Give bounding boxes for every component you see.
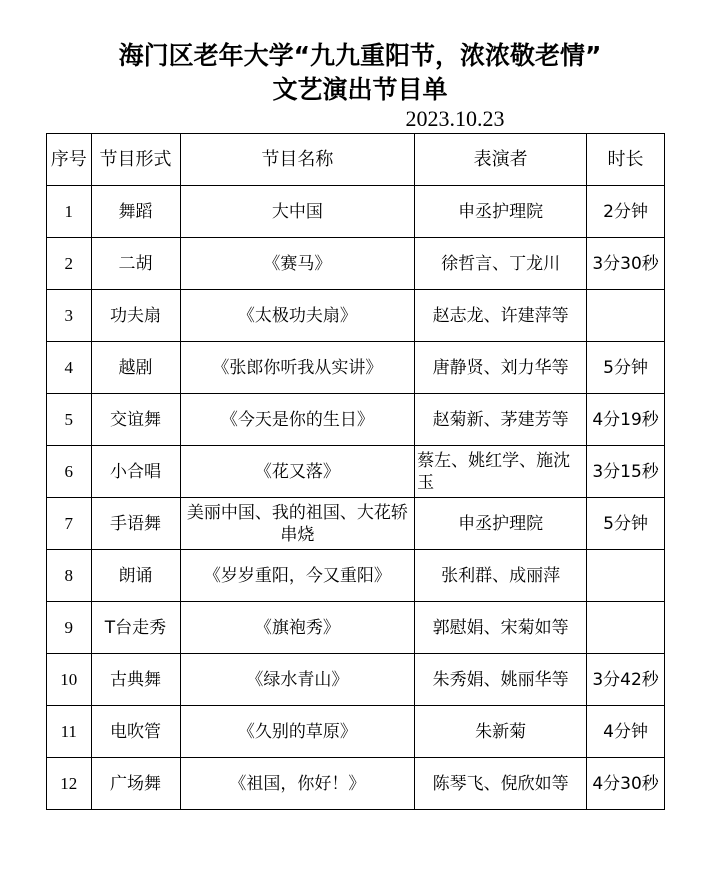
cell-performer: 赵菊新、茅建芳等	[415, 394, 587, 446]
cell-duration	[587, 602, 665, 654]
cell-duration: 2分钟	[587, 186, 665, 238]
cell-type: 舞蹈	[91, 186, 180, 238]
table-row	[47, 706, 665, 758]
cell-duration: 5分钟	[587, 342, 665, 394]
cell-program-name: 美丽中国、我的祖国、大花轿串烧	[180, 498, 415, 550]
cell-performer: 朱新菊	[415, 706, 587, 758]
cell-performer: 申丞护理院	[415, 186, 587, 238]
program-table-body	[47, 186, 665, 810]
header-duration: 时长	[587, 134, 665, 186]
cell-type: 古典舞	[91, 654, 180, 706]
cell-type: 广场舞	[91, 758, 180, 810]
table-row	[47, 654, 665, 706]
cell-program-name: 《绿水青山》	[180, 654, 415, 706]
cell-program-name: 《祖国，你好！》	[180, 758, 415, 810]
cell-program-name: 《赛马》	[180, 238, 415, 290]
cell-program-name: 《岁岁重阳，今又重阳》	[180, 550, 415, 602]
cell-performer: 张利群、成丽萍	[415, 550, 587, 602]
table-row	[47, 394, 665, 446]
table-row	[47, 290, 665, 342]
cell-type: 小合唱	[91, 446, 180, 498]
cell-number: 8	[47, 550, 92, 602]
document-title-line1: 海门区老年大学“九九重阳节，浓浓敬老情”	[118, 41, 602, 70]
table-row	[47, 550, 665, 602]
cell-type: T台走秀	[91, 602, 180, 654]
cell-type: 手语舞	[91, 498, 180, 550]
cell-duration	[587, 550, 665, 602]
cell-type: 朗诵	[91, 550, 180, 602]
cell-program-name: 《久别的草原》	[180, 706, 415, 758]
cell-duration: 4分钟	[587, 706, 665, 758]
cell-number: 4	[47, 342, 92, 394]
table-row	[47, 602, 665, 654]
cell-type: 越剧	[91, 342, 180, 394]
cell-number: 9	[47, 602, 92, 654]
program-table	[46, 133, 665, 810]
cell-number: 3	[47, 290, 92, 342]
cell-duration: 5分钟	[587, 498, 665, 550]
cell-number: 11	[47, 706, 92, 758]
table-row	[47, 342, 665, 394]
cell-duration: 4分30秒	[587, 758, 665, 810]
document-date: 2023.10.23	[405, 106, 505, 131]
cell-performer: 赵志龙、许建萍等	[415, 290, 587, 342]
cell-number: 10	[47, 654, 92, 706]
cell-program-name: 《花又落》	[180, 446, 415, 498]
cell-performer: 郭慰娟、宋菊如等	[415, 602, 587, 654]
cell-number: 7	[47, 498, 92, 550]
header-program-name: 节目名称	[180, 134, 415, 186]
cell-duration: 3分15秒	[587, 446, 665, 498]
cell-performer: 陈琴飞、倪欣如等	[415, 758, 587, 810]
header-type: 节目形式	[91, 134, 180, 186]
cell-number: 12	[47, 758, 92, 810]
cell-type: 交谊舞	[91, 394, 180, 446]
table-row	[47, 446, 665, 498]
cell-performer: 朱秀娟、姚丽华等	[415, 654, 587, 706]
document-title-line2: 文艺演出节目单	[272, 75, 448, 104]
cell-program-name: 《张郎你听我从实讲》	[180, 342, 415, 394]
header-performer: 表演者	[415, 134, 587, 186]
cell-performer: 申丞护理院	[415, 498, 587, 550]
cell-type: 功夫扇	[91, 290, 180, 342]
cell-number: 2	[47, 238, 92, 290]
cell-program-name: 大中国	[180, 186, 415, 238]
cell-performer: 唐静贤、刘力华等	[415, 342, 587, 394]
header-number: 序号	[47, 134, 92, 186]
cell-duration: 3分42秒	[587, 654, 665, 706]
cell-duration	[587, 290, 665, 342]
cell-type: 电吹管	[91, 706, 180, 758]
table-row	[47, 186, 665, 238]
table-row	[47, 238, 665, 290]
cell-performer: 徐哲言、丁龙川	[415, 238, 587, 290]
cell-number: 1	[47, 186, 92, 238]
cell-duration: 4分19秒	[587, 394, 665, 446]
cell-program-name: 《今天是你的生日》	[180, 394, 415, 446]
cell-duration: 3分30秒	[587, 238, 665, 290]
table-row	[47, 498, 665, 550]
cell-program-name: 《旗袍秀》	[180, 602, 415, 654]
cell-performer: 蔡左、姚红学、施沈玉	[415, 446, 587, 498]
table-row	[47, 758, 665, 810]
cell-number: 6	[47, 446, 92, 498]
cell-type: 二胡	[91, 238, 180, 290]
cell-number: 5	[47, 394, 92, 446]
table-header-row	[47, 134, 665, 186]
cell-program-name: 《太极功夫扇》	[180, 290, 415, 342]
